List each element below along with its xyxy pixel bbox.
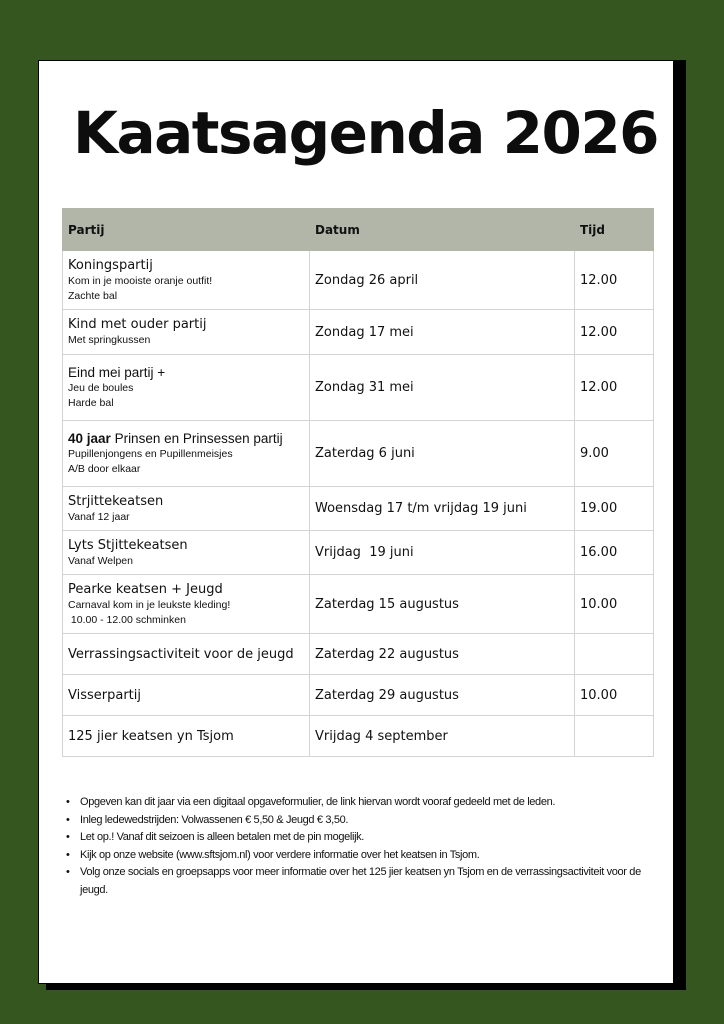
table-row [63, 251, 654, 310]
partij-detail: Vanaf Welpen [68, 554, 133, 567]
note-item: • Kijk op onze website (www.sftsjom.nl) voor verdere informatie over het keatsen in Tsjom. [69, 847, 649, 865]
partij-name-text: Strjittekeatsen [68, 493, 164, 509]
partij-name-text: Verrassingsactiviteit voor de jeugd [68, 646, 294, 662]
table-row [63, 634, 654, 675]
cell-partij [63, 531, 310, 575]
cell-datum: Zondag 26 april [310, 251, 575, 310]
cell-datum: Zondag 17 mei [310, 310, 575, 355]
partij-name-bold: 40 jaar [68, 431, 111, 446]
partij-name [68, 316, 304, 333]
cell-datum: Vrijdag 19 juni [310, 531, 575, 575]
partij-detail: Met springkussen [68, 334, 151, 346]
partij-detail: A/B door elkaar [68, 463, 141, 475]
notes-list [69, 794, 649, 899]
cell-tijd: 9.00 [575, 421, 654, 487]
cell-tijd: 12.00 [575, 310, 654, 355]
partij-detail: Jeu de boules [68, 382, 134, 394]
partij-name [68, 257, 304, 274]
page-title: Kaatsagenda 2026 [73, 99, 659, 167]
header-tijd: Tijd [575, 209, 654, 251]
partij-detail: Pupillenjongens en Pupillenmeisjes [68, 448, 233, 460]
partij-name [68, 646, 304, 663]
table-row [63, 575, 654, 634]
partij-name [68, 493, 304, 510]
cell-tijd: 19.00 [575, 487, 654, 531]
note-item: • Volg onze socials en groepsapps voor meer informatie over het 125 jier keatsen yn Tsjom en de verrassingsactiviteit voor de jeugd. [69, 864, 649, 899]
partij-detail: Vanaf 12 jaar [68, 510, 130, 523]
agenda-body [63, 251, 654, 757]
cell-partij [63, 634, 310, 675]
cell-tijd: 10.00 [575, 675, 654, 716]
note-item: • Opgeven kan dit jaar via een digitaal opgaveformulier, de link hiervan wordt vooraf gedeeld met de leden. [69, 794, 649, 812]
cell-datum: Zaterdag 6 juni [310, 421, 575, 487]
table-row [63, 421, 654, 487]
cell-datum: Zaterdag 22 augustus [310, 634, 575, 675]
cell-partij [63, 355, 310, 421]
document-page [38, 60, 674, 984]
cell-datum: Vrijdag 4 september [310, 716, 575, 757]
cell-tijd [575, 634, 654, 675]
partij-detail: Carnaval kom in je leukste kleding! [68, 598, 231, 611]
cell-partij [63, 716, 310, 757]
cell-partij [63, 487, 310, 531]
partij-name [68, 364, 304, 381]
table-row [63, 675, 654, 716]
partij-name-text: Kind met ouder partij [68, 317, 207, 332]
cell-tijd [575, 716, 654, 757]
header-datum: Datum [310, 209, 575, 251]
partij-name [68, 537, 304, 554]
partij-name-text: 125 jier keatsen yn Tsjom [68, 728, 234, 744]
partij-detail: Kom in je mooiste oranje outfit! [68, 274, 213, 287]
cell-datum: Zaterdag 29 augustus [310, 675, 575, 716]
cell-partij [63, 310, 310, 355]
partij-name-text: Pearke keatsen + Jeugd [68, 581, 223, 597]
cell-partij [63, 575, 310, 634]
partij-name [68, 728, 304, 745]
partij-name-text: Lyts Stjittekeatsen [68, 537, 188, 553]
partij-name-text: Visserpartij [68, 687, 141, 703]
partij-detail: Harde bal [68, 397, 114, 409]
cell-tijd: 12.00 [575, 251, 654, 310]
table-row [63, 355, 654, 421]
partij-name [68, 581, 304, 598]
partij-name [68, 430, 304, 447]
cell-partij [63, 251, 310, 310]
note-item: • Let op.! Vanaf dit seizoen is alleen betalen met de pin mogelijk. [69, 829, 649, 847]
table-row [63, 310, 654, 355]
cell-tijd: 10.00 [575, 575, 654, 634]
table-row [63, 716, 654, 757]
table-row [63, 487, 654, 531]
partij-name-text: Koningspartij [68, 257, 153, 273]
cell-datum: Woensdag 17 t/m vrijdag 19 juni [310, 487, 575, 531]
header-partij: Partij [63, 209, 310, 251]
cell-partij [63, 675, 310, 716]
cell-datum: Zondag 31 mei [310, 355, 575, 421]
cell-tijd: 16.00 [575, 531, 654, 575]
agenda-table [62, 208, 654, 757]
partij-detail: 10.00 - 12.00 schminken [68, 613, 186, 626]
partij-name [68, 687, 304, 704]
partij-name-text: Prinsen en Prinsessen partij [114, 431, 283, 446]
table-row [63, 531, 654, 575]
table-header-row [63, 209, 654, 251]
cell-datum: Zaterdag 15 augustus [310, 575, 575, 634]
cell-partij [63, 421, 310, 487]
cell-tijd: 12.00 [575, 355, 654, 421]
partij-name-text: Eind mei partij + [68, 365, 166, 380]
partij-detail: Zachte bal [68, 289, 118, 302]
note-item: • Inleg ledewedstrijden: Volwassenen € 5,50 & Jeugd € 3,50. [69, 812, 649, 830]
